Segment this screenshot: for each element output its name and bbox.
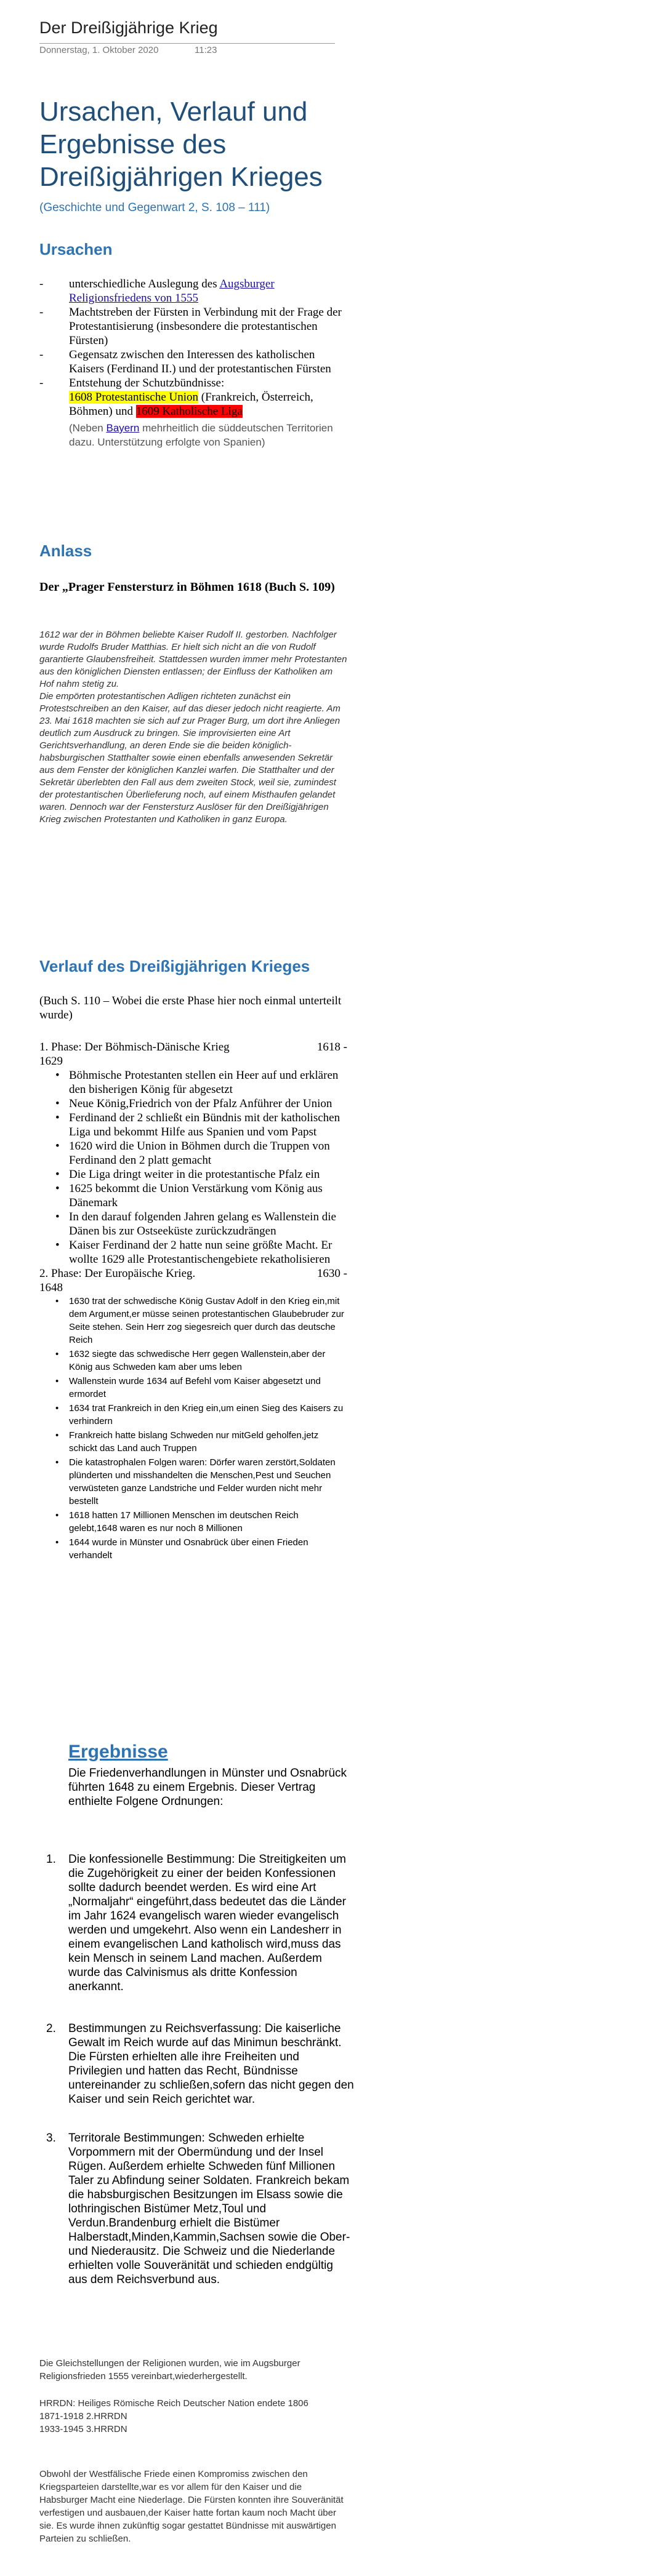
territory-note-prefix: (Neben — [69, 422, 107, 434]
hrrdn-block — [39, 2397, 347, 2436]
schutzbuendnisse-detail — [39, 390, 347, 449]
ordnung-text: Territorale Bestimmungen: Schweden erhielte Vorpommern mit der Obermündung und der Insel Rügen. Außerdem erhielte Schweden fünf Millionen Taler zu Abfindung seiner Soldaten. Frankreich bekam die habsburgischen Besitzungen im Elsass sowie die lothringischen Bistümer Metz,Toul und Verdun.Brandenburg erhielt die Bistümer Halberstadt,Minden,Kammin,Sachsen sowie die Ober-und Niederausitz. Die Schweiz und die Niederlande erhielten volle Souveränität und schieden endgültig aus dem Reichsverbund aus. — [68, 2132, 350, 2286]
phase-list-item: • Böhmische Protestanten stellen ein Heer auf und erklären den bisherigen König für abgesetzt — [39, 1068, 347, 1097]
phase-list-item: • 1630 trat der schwedische König Gustav Adolf in den Krieg ein,mit dem Argument,er müsse seinen protestantischen Glaubebruder zur Seite stehen. Sein Herr zog siegesreich quer durch das deutsche Reich — [39, 1295, 347, 1346]
ergebnisse-intro: Die Friedenverhandlungen in Münster und Osnabrück führten 1648 zu einem Ergebnis. Dieser Vertrag enthielte Folgene Ordnungen: — [68, 1767, 347, 1808]
list-item: - Entstehung der Schutzbündnisse: — [39, 376, 347, 390]
verlauf-phases — [39, 1040, 347, 1563]
phase-list-item: • Kaiser Ferdinand der 2 hatte nun seine größte Macht. Er wollte 1629 alle Protestantischengebiete rekatholisieren — [39, 1238, 347, 1266]
phase-1-list — [39, 1068, 347, 1266]
phase-years: 1630 - — [316, 1267, 347, 1280]
union-members: (Frankreich, Österreich, Böhmen) und — [69, 391, 313, 418]
phase-list-item: • Die katastrophalen Folgen waren: Dörfer waren zerstört,Soldaten plünderten und misshandelten die Menschen,Pest und Seuchen verwüsteten ganze Landstriche und Felder wurden nicht mehr bestellt — [39, 1456, 347, 1508]
page-source: (Geschichte und Gegenwart 2, S. 108 – 111) — [39, 201, 270, 214]
phase-list-item: • Neue König,Friedrich von der Pfalz Anführer der Union — [39, 1097, 347, 1111]
bayern-link[interactable]: Bayern — [106, 422, 140, 434]
section-heading-verlauf: Verlauf des Dreißigjährigen Krieges — [39, 957, 310, 975]
hrrdn-line: 1933-1945 3.HRRDN — [39, 2424, 127, 2434]
phase-list-item: • Wallenstein wurde 1634 auf Befehl vom Kaiser abgesetzt und ermordet — [39, 1375, 347, 1401]
section-heading-ursachen: Ursachen — [39, 240, 113, 258]
anlass-subtitle: Der „Prager Fenstersturz in Böhmen 1618 (Buch S. 109) — [39, 580, 335, 594]
list-item: - Machtstreben der Fürsten in Verbindung mit der Frage der Protestantisierung (insbesondere die protestantischen Fürsten) — [39, 305, 347, 348]
note-date: Donnerstag, 1. Oktober 2020 — [39, 45, 159, 55]
list-item: - Gegensatz zwischen den Interessen des katholischen Kaisers (Ferdinand II.) und der protestantischen Fürsten — [39, 348, 347, 376]
phase-label: 1. Phase: Der Böhmisch-Dänische Krieg — [39, 1041, 230, 1054]
ordnung-text: Die konfessionelle Bestimmung: Die Streitigkeiten um die Zugehörigkeit zu einer der beiden Konfessionen sollte dadurch beendet werden. Es wird eine Art „Normaljahr“ eingeführt,dass bedeutet das die Länder im Jahr 1624 evangelisch waren wieder evangelisch werden und umgekehrt. Also wenn ein Landesherr in einem evangelischen Land katholisch wird,muss das kein Mensch in seinem Land machen. Außerdem wurde das Calvinismus als dritte Konfession anerkannt. — [68, 1853, 346, 1993]
phase-years: 1618 - — [316, 1041, 347, 1054]
list-item-text: unterschiedliche Auslegung des — [69, 278, 220, 290]
territory-note-text: mehrheitlich die süddeutschen Territorien dazu. Unterstützung erfolgte von Spanien) — [69, 422, 333, 448]
ursachen-list — [39, 277, 347, 449]
gleichstellung-text — [39, 2357, 347, 2383]
phase-list-item: • 1620 wird die Union in Böhmen durch die Truppen von Ferdinand den 2 platt gemacht — [39, 1139, 347, 1167]
highlight-union: 1608 Protestantische Union — [69, 391, 199, 404]
phase-list-item: • In den darauf folgenden Jahren gelang es Wallenstein die Dänen bis zur Ostseeküste zurückzudrängen — [39, 1210, 347, 1238]
anlass-paragraph: Die empörten protestantischen Adligen richteten zunächst ein Protestschreiben an den Kaiser, auf das dieser jedoch nicht reagierte. Am 23. Mai 1618 machten sie sich auf zur Prager Burg, um dort ihre Anliegen deutlich zum Ausdruck zu bringen. Sie improvisierten eine Art Gerichtsverhandlung, an deren Ende sie die beiden königlich-habsburgischen Statthalter sowie einen ebenfalls anwesenden Sekretär aus dem Fenster der königlichen Kanzlei warfen. Die Statthalter und der Sekretär überlebten den Fall aus dem zweiten Stock, weil sie, zumindest der protestantischen Überlieferung noch, auf einem Misthaufen gelandet waren. Dennoch war der Fenstersturz Auslöser für den Dreißigjährigen Krieg zwischen Protestanten und Katholiken in ganz Europa. — [39, 691, 341, 825]
title-divider — [39, 43, 335, 44]
anlass-text — [39, 629, 347, 826]
phase-1-heading — [39, 1040, 347, 1054]
phase-list-item: • Ferdinand der 2 schließt ein Bündnis mit der katholischen Liga und bekommt Hilfe aus Spanien und vom Papst — [39, 1111, 347, 1139]
phase-list-item: • 1625 bekommt die Union Verstärkung vom König aus Dänemark — [39, 1182, 347, 1210]
verlauf-note: (Buch S. 110 – Wobei die erste Phase hier noch einmal unterteilt wurde) — [39, 994, 342, 1022]
phase-list-item: • 1644 wurde in Münster und Osnabrück über einen Frieden verhandelt — [39, 1536, 347, 1562]
ordnung-number: 2. — [46, 2022, 56, 2035]
phase-list-item: • 1632 siegte das schwedische Herr gegen Wallenstein,aber der König aus Schweden kam aber ums leben — [39, 1348, 347, 1374]
ordnung-number: 3. — [46, 2132, 56, 2145]
ordnung-number: 1. — [46, 1853, 56, 1866]
tail-paragraph: Obwohl der Westfälische Friede einen Kompromiss zwischen den Kriegsparteien darstellte,war es vor allem für den Kaiser und die Habsburger Macht eine Niederlage. Die Fürsten konnten ihre Souveränität verfestigen und ausbauen,der Kaiser hatte fortan kaum noch Macht über sie. Es wurde ihnen zukünftig sogar gestattet Bündnisse mit auswärtigen Parteien zu schließen. — [39, 2469, 344, 2544]
phase-list-item: • 1618 hatten 17 Millionen Menschen im deutschen Reich gelebt,1648 waren es nur noch 8 Millionen — [39, 1509, 347, 1535]
anlass-paragraph: 1612 war der in Böhmen beliebte Kaiser Rudolf II. gestorben. Nachfolger wurde Rudolfs Bruder Matthias. Er hielt sich nicht an die von Rudolf garantierte Glaubensfreiheit. Stattdessen wurden immer mehr Protestanten aus den königlichen Diensten entlassen; der Einfluss der Katholiken am Hof nahm stetig zu. — [39, 630, 347, 689]
augsburg-link[interactable]: Augsburger Religionsfriedens von 1555 — [69, 278, 275, 305]
phase-list-item: • Die Liga dringt weiter in die protestantische Pfalz ein — [39, 1167, 347, 1182]
note-title[interactable]: Der Dreißigjährige Krieg — [39, 18, 218, 37]
tail-paragraph: Die Gleichstellungen der Religionen wurden, wie im Augsburger Religionsfrieden 1555 vereinbart,wiederhergestellt. — [39, 2358, 300, 2382]
list-item — [39, 277, 347, 305]
section-heading-ergebnisse: Ergebnisse — [68, 1742, 168, 1762]
phase-label: 2. Phase: Der Europäische Krieg. — [39, 1267, 196, 1280]
ordnung-item-1 — [46, 1852, 354, 1994]
ordnung-item-2 — [46, 2022, 354, 2106]
territory-note — [69, 421, 347, 449]
ordnung-text: Bestimmungen zu Reichsverfassung: Die kaiserliche Gewalt im Reich wurde auf das Minimun beschränkt. Die Fürsten erhielten alle ihre Freiheiten und Privilegien und hatten das Recht, Bündnisse untereinander zu schließen,sofern das nicht gegen den Kaiser und sein Reich gerichtet war. — [68, 2022, 354, 2106]
note-time: 11:23 — [195, 45, 217, 55]
phase-end-year: 1648 — [39, 1281, 63, 1294]
hrrdn-definition: HRRDN: Heiliges Römische Reich Deutscher Nation endete 1806 — [39, 2398, 308, 2409]
phase-2-list — [39, 1295, 347, 1562]
hrrdn-line: 1871-1918 2.HRRDN — [39, 2411, 127, 2422]
page-title: Ursachen, Verlauf und Ergebnisse des Dreißigjährigen Krieges — [39, 97, 323, 192]
phase-end-year: 1629 — [39, 1055, 63, 1068]
phase-list-item: • Frankreich hatte bislang Schweden nur mitGeld geholfen,jetz schickt das Land auch Truppen — [39, 1429, 347, 1455]
westfaelischer-friede-text — [39, 2468, 347, 2545]
section-heading-anlass: Anlass — [39, 542, 92, 560]
phase-2-heading — [39, 1266, 347, 1281]
ordnung-item-3 — [46, 2131, 354, 2287]
highlight-liga: 1609 Katholische Liga — [135, 405, 243, 418]
phase-list-item: • 1634 trat Frankreich in den Krieg ein,um einen Sieg des Kaisers zu verhindern — [39, 1402, 347, 1428]
